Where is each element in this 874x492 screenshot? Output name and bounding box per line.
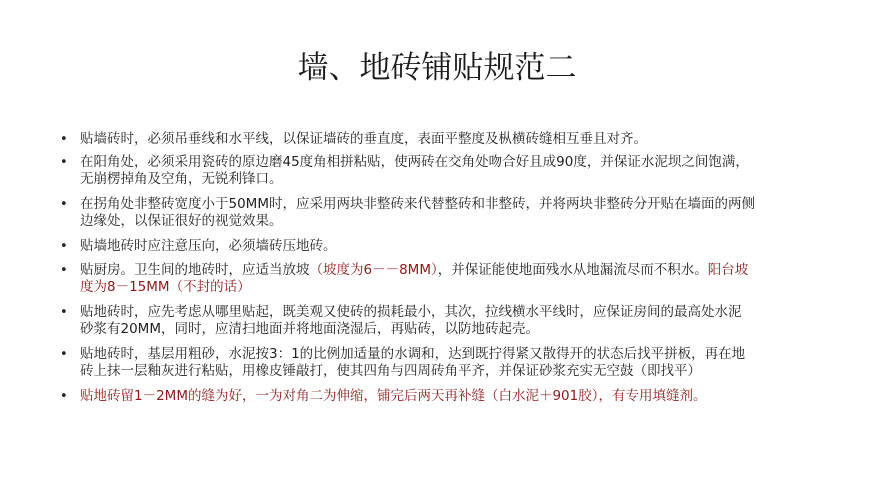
- bullet-dot: •: [60, 197, 68, 212]
- bullet-dot: •: [60, 239, 68, 254]
- bullet-dot: •: [60, 389, 68, 404]
- balcony-slope-highlight: 阳台坡: [707, 262, 749, 278]
- bullet-dot: •: [60, 347, 68, 362]
- list-item-line: 砖上抹一层釉灰进行粘贴，用橡皮锤敲打，使其四角与四周砖角平齐，并保证砂浆充实无空鼓（即找平）: [80, 363, 701, 379]
- list-item-line: [80, 279, 840, 296]
- slope-note-highlight: （坡度为6－－8MM）: [309, 262, 438, 278]
- list-item-line: 边缘处，以保证很好的视觉效果。: [80, 213, 283, 229]
- list-item-line: 无崩楞掉角及空角，无锐利锋口。: [80, 171, 283, 187]
- bullet-dot: •: [60, 305, 68, 320]
- slide-title: 墙、地砖铺贴规范二: [297, 50, 577, 86]
- list-item-line: 贴地砖时，基层用粗砂，水泥按3：1的比例加适量的水调和，达到既拧得紧又散得开的状态后找平拼板，再在地: [80, 346, 746, 362]
- list-item-line: 贴墙砖时，必须吊垂线和水平线，以保证墙砖的垂直度，表面平整度及枞横砖缝相互垂且对齐。: [80, 131, 647, 147]
- bullet-dot: •: [60, 155, 68, 170]
- list-item-line: 贴墙地砖时应注意压向，必须墙砖压地砖。: [80, 238, 337, 254]
- list-item-line: 贴地砖留1－2MM的缝为好，一为对角二为伸缩，铺完后两天再补缝（白水泥＋901胶），有专用填缝剂。: [80, 388, 707, 404]
- bullet-dot: •: [60, 263, 68, 278]
- list-item-line: 在阳角处，必须采用瓷砖的原边磨45度角相拼粘贴，使两砖在交角处吻合好且成90度，并保证水泥坝之间饱满，: [80, 154, 749, 170]
- list-item-line: 贴地砖时，应先考虑从哪里贴起，既美观又使砖的损耗最小，其次，拉线横水平线时，应保证房间的最高处水泥: [80, 304, 742, 320]
- balcony-slope-highlight: 度为8－15MM（不封的话）: [80, 279, 251, 295]
- list-item-line: 在拐角处非整砖宽度小于50MM时，应采用两块非整砖来代替整砖和非整砖，并将两块非整砖分开贴在墙面的两侧: [80, 196, 755, 212]
- list-item-line: 贴厨房。卫生间的地砖时，应适当放坡（坡度为6－－8MM），并保证能使地面残水从地漏流尽而不积水。阳台坡: [80, 262, 749, 278]
- list-item-line: 砂浆有20MM，同时，应清扫地面并将地面浇湿后，再贴砖，以防地砖起壳。: [80, 321, 539, 337]
- bullet-dot: •: [60, 132, 68, 147]
